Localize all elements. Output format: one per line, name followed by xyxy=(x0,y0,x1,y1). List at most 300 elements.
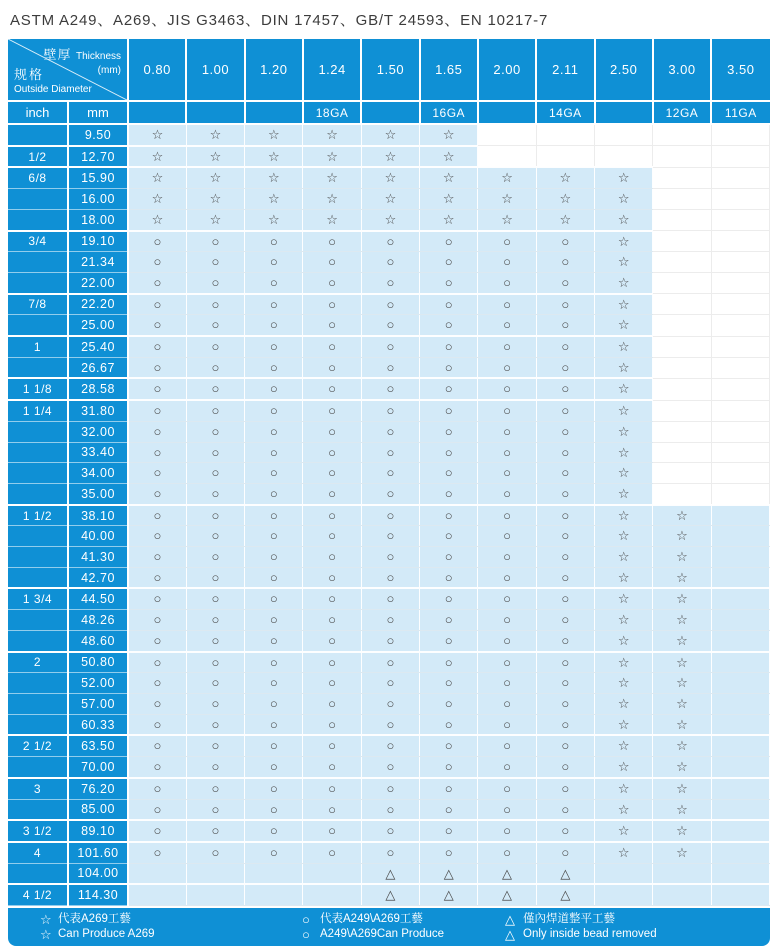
star-icon: ☆ xyxy=(653,693,711,714)
star-icon: ☆ xyxy=(128,146,186,168)
circle-icon: ○ xyxy=(186,400,244,421)
circle-icon: ○ xyxy=(303,272,361,293)
circle-icon: ○ xyxy=(420,673,478,694)
star-icon: ☆ xyxy=(595,673,653,694)
circle-icon: ○ xyxy=(245,588,303,609)
circle-icon: ○ xyxy=(361,357,419,378)
table-row xyxy=(8,336,770,357)
empty-cell xyxy=(711,231,769,252)
col-header-gauge-empty xyxy=(595,101,653,124)
circle-icon: ○ xyxy=(478,673,536,694)
shaded-empty-cell xyxy=(595,863,653,884)
table-row xyxy=(8,735,770,756)
star-icon: ☆ xyxy=(595,209,653,230)
circle-icon: ○ xyxy=(303,714,361,735)
circle-icon: ○ xyxy=(536,610,594,631)
circle-icon: ○ xyxy=(478,483,536,504)
circle-icon: ○ xyxy=(361,315,419,336)
circle-icon: ○ xyxy=(186,820,244,842)
inch-cell: 1/2 xyxy=(8,146,68,168)
empty-cell xyxy=(711,209,769,230)
circle-icon: ○ xyxy=(303,652,361,673)
legend-line-en xyxy=(302,927,505,942)
shaded-empty-cell xyxy=(711,652,769,673)
inch-cell: 1 1/2 xyxy=(8,505,68,526)
shaded-empty-cell xyxy=(711,714,769,735)
circle-icon: ○ xyxy=(420,652,478,673)
table-row xyxy=(8,610,770,631)
table-row xyxy=(8,778,770,799)
circle-icon: ○ xyxy=(536,272,594,293)
circle-icon: ○ xyxy=(361,778,419,799)
circle-icon: ○ xyxy=(361,526,419,547)
star-icon: ☆ xyxy=(186,189,244,210)
circle-icon: ○ xyxy=(186,526,244,547)
empty-cell xyxy=(711,124,769,146)
star-icon: ☆ xyxy=(653,526,711,547)
star-icon: ☆ xyxy=(595,547,653,568)
circle-icon: ○ xyxy=(303,505,361,526)
legend-line-zh xyxy=(40,912,302,927)
circle-icon: ○ xyxy=(186,799,244,820)
triangle-icon: △ xyxy=(505,927,515,943)
col-header-thickness: 1.24 xyxy=(303,39,361,101)
circle-icon: ○ xyxy=(536,842,594,863)
circle-icon: ○ xyxy=(245,336,303,357)
circle-icon: ○ xyxy=(536,652,594,673)
circle-icon: ○ xyxy=(361,442,419,463)
star-icon: ☆ xyxy=(245,146,303,168)
circle-icon: ○ xyxy=(245,526,303,547)
inch-cell: 4 1/2 xyxy=(8,884,68,905)
inch-cell xyxy=(8,442,68,463)
star-icon: ☆ xyxy=(653,652,711,673)
mm-cell: 9.50 xyxy=(68,124,128,146)
circle-icon: ○ xyxy=(361,820,419,842)
mm-cell: 18.00 xyxy=(68,209,128,230)
triangle-icon: △ xyxy=(505,912,515,928)
inch-cell xyxy=(8,630,68,651)
table-row xyxy=(8,189,770,210)
circle-icon: ○ xyxy=(420,315,478,336)
legend-line-en xyxy=(40,927,302,942)
inch-cell: 1 1/8 xyxy=(8,378,68,400)
empty-cell xyxy=(653,189,711,210)
circle-icon: ○ xyxy=(303,693,361,714)
circle-icon: ○ xyxy=(478,442,536,463)
shaded-empty-cell xyxy=(711,884,769,905)
circle-icon: ○ xyxy=(303,294,361,315)
circle-icon: ○ xyxy=(186,693,244,714)
star-icon: ☆ xyxy=(595,714,653,735)
circle-icon: ○ xyxy=(478,315,536,336)
star-icon: ☆ xyxy=(653,735,711,756)
circle-icon: ○ xyxy=(186,505,244,526)
shaded-empty-cell xyxy=(186,863,244,884)
star-icon: ☆ xyxy=(595,778,653,799)
empty-cell xyxy=(653,209,711,230)
star-icon: ☆ xyxy=(595,315,653,336)
circle-icon: ○ xyxy=(186,252,244,273)
circle-icon: ○ xyxy=(478,842,536,863)
mm-cell: 104.00 xyxy=(68,863,128,884)
mm-cell: 40.00 xyxy=(68,526,128,547)
circle-icon: ○ xyxy=(245,778,303,799)
circle-icon: ○ xyxy=(245,505,303,526)
inch-cell: 3 1/2 xyxy=(8,820,68,842)
circle-icon: ○ xyxy=(303,610,361,631)
circle-icon: ○ xyxy=(361,567,419,588)
inch-cell xyxy=(8,209,68,230)
circle-icon: ○ xyxy=(420,588,478,609)
circle-icon: ○ xyxy=(420,483,478,504)
circle-icon: ○ xyxy=(128,315,186,336)
circle-icon: ○ xyxy=(361,272,419,293)
inch-cell xyxy=(8,272,68,293)
mm-cell: 101.60 xyxy=(68,842,128,863)
circle-icon: ○ xyxy=(128,820,186,842)
star-icon: ☆ xyxy=(653,842,711,863)
mm-cell: 38.10 xyxy=(68,505,128,526)
corner-header xyxy=(8,39,128,101)
circle-icon: ○ xyxy=(245,421,303,442)
circle-icon: ○ xyxy=(186,272,244,293)
star-icon: ☆ xyxy=(478,189,536,210)
circle-icon: ○ xyxy=(186,842,244,863)
shaded-empty-cell xyxy=(653,863,711,884)
empty-cell xyxy=(711,294,769,315)
table-row xyxy=(8,630,770,651)
inch-cell: 6/8 xyxy=(8,167,68,188)
diameter-label-zh: 规格 xyxy=(14,67,45,83)
circle-icon: ○ xyxy=(186,315,244,336)
empty-cell xyxy=(711,463,769,484)
circle-icon: ○ xyxy=(420,231,478,252)
star-icon: ☆ xyxy=(478,167,536,188)
circle-icon: ○ xyxy=(420,442,478,463)
star-icon: ☆ xyxy=(478,209,536,230)
star-icon: ☆ xyxy=(595,442,653,463)
circle-icon: ○ xyxy=(303,588,361,609)
circle-icon: ○ xyxy=(303,442,361,463)
mm-cell: 76.20 xyxy=(68,778,128,799)
star-icon: ☆ xyxy=(361,209,419,230)
circle-icon: ○ xyxy=(536,357,594,378)
mm-cell: 22.20 xyxy=(68,294,128,315)
inch-cell xyxy=(8,610,68,631)
circle-icon: ○ xyxy=(420,505,478,526)
circle-icon: ○ xyxy=(478,714,536,735)
circle-icon: ○ xyxy=(478,231,536,252)
mm-cell: 48.26 xyxy=(68,610,128,631)
circle-icon: ○ xyxy=(478,652,536,673)
empty-cell xyxy=(711,272,769,293)
star-icon: ☆ xyxy=(595,252,653,273)
circle-icon: ○ xyxy=(128,378,186,400)
circle-icon: ○ xyxy=(478,252,536,273)
circle-icon: ○ xyxy=(303,336,361,357)
triangle-icon: △ xyxy=(361,863,419,884)
star-icon: ☆ xyxy=(303,209,361,230)
circle-icon: ○ xyxy=(478,693,536,714)
star-icon: ☆ xyxy=(420,189,478,210)
star-icon: ☆ xyxy=(245,167,303,188)
table-row xyxy=(8,673,770,694)
circle-icon: ○ xyxy=(303,252,361,273)
mm-cell: 25.00 xyxy=(68,315,128,336)
mm-cell: 50.80 xyxy=(68,652,128,673)
inch-cell xyxy=(8,693,68,714)
mm-cell: 26.67 xyxy=(68,357,128,378)
star-icon: ☆ xyxy=(186,167,244,188)
mm-cell: 33.40 xyxy=(68,442,128,463)
circle-icon: ○ xyxy=(303,547,361,568)
star-icon: ☆ xyxy=(595,652,653,673)
inch-cell xyxy=(8,547,68,568)
star-icon: ☆ xyxy=(536,209,594,230)
mm-cell: 16.00 xyxy=(68,189,128,210)
mm-cell: 12.70 xyxy=(68,146,128,168)
circle-icon: ○ xyxy=(186,463,244,484)
shaded-empty-cell xyxy=(245,884,303,905)
star-icon: ☆ xyxy=(595,231,653,252)
circle-icon: ○ xyxy=(245,547,303,568)
circle-icon: ○ xyxy=(186,567,244,588)
star-icon: ☆ xyxy=(303,124,361,146)
table-row xyxy=(8,421,770,442)
legend-text: Can Produce A269 xyxy=(58,928,155,941)
circle-icon: ○ xyxy=(303,757,361,778)
circle-icon: ○ xyxy=(536,820,594,842)
star-icon: ☆ xyxy=(595,463,653,484)
table-row xyxy=(8,714,770,735)
circle-icon: ○ xyxy=(128,463,186,484)
table-row xyxy=(8,652,770,673)
inch-cell xyxy=(8,252,68,273)
table-row xyxy=(8,757,770,778)
circle-icon: ○ xyxy=(303,630,361,651)
circle-icon: ○ xyxy=(478,735,536,756)
col-header-gauge: 18GA xyxy=(303,101,361,124)
circle-icon: ○ xyxy=(420,526,478,547)
star-icon: ☆ xyxy=(595,505,653,526)
star-icon: ☆ xyxy=(303,146,361,168)
circle-icon: ○ xyxy=(536,567,594,588)
legend-item xyxy=(302,912,505,942)
circle-icon: ○ xyxy=(361,400,419,421)
circle-icon: ○ xyxy=(420,735,478,756)
star-icon: ☆ xyxy=(653,567,711,588)
circle-icon: ○ xyxy=(420,378,478,400)
circle-icon: ○ xyxy=(128,294,186,315)
star-icon: ☆ xyxy=(595,400,653,421)
inch-cell xyxy=(8,357,68,378)
col-header-thickness: 2.11 xyxy=(536,39,594,101)
thickness-label-en: Thickness xyxy=(75,51,121,62)
circle-icon: ○ xyxy=(245,442,303,463)
circle-icon: ○ xyxy=(303,231,361,252)
star-icon: ☆ xyxy=(653,757,711,778)
circle-icon: ○ xyxy=(478,336,536,357)
empty-cell xyxy=(536,146,594,168)
circle-icon: ○ xyxy=(303,315,361,336)
circle-icon: ○ xyxy=(536,336,594,357)
star-icon: ☆ xyxy=(128,124,186,146)
shaded-empty-cell xyxy=(711,630,769,651)
inch-header: inch xyxy=(8,101,68,124)
circle-icon: ○ xyxy=(536,442,594,463)
circle-icon: ○ xyxy=(303,799,361,820)
mm-cell: 31.80 xyxy=(68,400,128,421)
legend-item xyxy=(40,912,302,942)
circle-icon: ○ xyxy=(420,421,478,442)
circle-icon: ○ xyxy=(128,778,186,799)
circle-icon: ○ xyxy=(420,252,478,273)
table-row xyxy=(8,505,770,526)
circle-icon: ○ xyxy=(303,378,361,400)
col-header-gauge: 11GA xyxy=(711,101,769,124)
circle-icon: ○ xyxy=(536,778,594,799)
star-icon: ☆ xyxy=(245,209,303,230)
star-icon: ☆ xyxy=(595,526,653,547)
star-icon: ☆ xyxy=(536,189,594,210)
mm-cell: 28.58 xyxy=(68,378,128,400)
shaded-empty-cell xyxy=(711,757,769,778)
circle-icon: ○ xyxy=(478,357,536,378)
legend-line-zh xyxy=(505,912,657,927)
star-icon: ☆ xyxy=(653,547,711,568)
star-icon: ☆ xyxy=(595,610,653,631)
star-icon: ☆ xyxy=(245,189,303,210)
diameter-label-en: Outside Diameter xyxy=(14,83,92,95)
empty-cell xyxy=(711,146,769,168)
circle-icon: ○ xyxy=(245,693,303,714)
triangle-icon: △ xyxy=(420,884,478,905)
star-icon: ☆ xyxy=(536,167,594,188)
circle-icon: ○ xyxy=(128,483,186,504)
circle-icon: ○ xyxy=(478,400,536,421)
star-icon: ☆ xyxy=(361,146,419,168)
mm-cell: 89.10 xyxy=(68,820,128,842)
empty-cell xyxy=(653,315,711,336)
inch-cell: 3 xyxy=(8,778,68,799)
star-icon: ☆ xyxy=(40,927,52,943)
circle-icon: ○ xyxy=(128,231,186,252)
shaded-empty-cell xyxy=(128,884,186,905)
circle-icon: ○ xyxy=(245,799,303,820)
empty-cell xyxy=(653,167,711,188)
circle-icon: ○ xyxy=(302,912,310,928)
circle-icon: ○ xyxy=(361,421,419,442)
shaded-empty-cell xyxy=(595,884,653,905)
circle-icon: ○ xyxy=(303,673,361,694)
circle-icon: ○ xyxy=(536,757,594,778)
inch-cell: 2 1/2 xyxy=(8,735,68,756)
shaded-empty-cell xyxy=(653,884,711,905)
empty-cell xyxy=(653,294,711,315)
table-row xyxy=(8,842,770,863)
empty-cell xyxy=(653,400,711,421)
circle-icon: ○ xyxy=(361,588,419,609)
inch-cell: 1 3/4 xyxy=(8,588,68,609)
circle-icon: ○ xyxy=(420,336,478,357)
shaded-empty-cell xyxy=(128,863,186,884)
shaded-empty-cell xyxy=(711,588,769,609)
circle-icon: ○ xyxy=(128,757,186,778)
table-row xyxy=(8,272,770,293)
star-icon: ☆ xyxy=(128,167,186,188)
circle-icon: ○ xyxy=(536,799,594,820)
thickness-label-zh: 壁厚 xyxy=(43,47,72,62)
col-header-thickness: 3.00 xyxy=(653,39,711,101)
inch-cell xyxy=(8,673,68,694)
circle-icon: ○ xyxy=(245,463,303,484)
table-row xyxy=(8,315,770,336)
circle-icon: ○ xyxy=(536,630,594,651)
circle-icon: ○ xyxy=(245,610,303,631)
triangle-icon: △ xyxy=(361,884,419,905)
col-header-gauge-empty xyxy=(245,101,303,124)
col-header-thickness: 1.00 xyxy=(186,39,244,101)
inch-cell: 1 xyxy=(8,336,68,357)
shaded-empty-cell xyxy=(711,526,769,547)
star-icon: ☆ xyxy=(653,673,711,694)
circle-icon: ○ xyxy=(361,463,419,484)
mm-header: mm xyxy=(68,101,128,124)
star-icon: ☆ xyxy=(420,124,478,146)
star-icon: ☆ xyxy=(420,146,478,168)
shaded-empty-cell xyxy=(245,863,303,884)
circle-icon: ○ xyxy=(128,336,186,357)
table-row xyxy=(8,799,770,820)
mm-cell: 42.70 xyxy=(68,567,128,588)
col-header-thickness: 1.65 xyxy=(420,39,478,101)
mm-cell: 44.50 xyxy=(68,588,128,609)
table-row xyxy=(8,442,770,463)
circle-icon: ○ xyxy=(478,547,536,568)
star-icon: ☆ xyxy=(653,505,711,526)
star-icon: ☆ xyxy=(595,842,653,863)
circle-icon: ○ xyxy=(361,252,419,273)
circle-icon: ○ xyxy=(420,799,478,820)
table-row xyxy=(8,588,770,609)
circle-icon: ○ xyxy=(536,588,594,609)
circle-icon: ○ xyxy=(186,610,244,631)
empty-cell xyxy=(653,272,711,293)
shaded-empty-cell xyxy=(711,505,769,526)
star-icon: ☆ xyxy=(595,336,653,357)
corner-diameter-label xyxy=(14,67,92,96)
circle-icon: ○ xyxy=(536,378,594,400)
circle-icon: ○ xyxy=(420,463,478,484)
circle-icon: ○ xyxy=(303,735,361,756)
circle-icon: ○ xyxy=(478,463,536,484)
circle-icon: ○ xyxy=(245,252,303,273)
col-header-gauge-empty xyxy=(361,101,419,124)
shaded-empty-cell xyxy=(711,842,769,863)
col-header-thickness: 1.50 xyxy=(361,39,419,101)
circle-icon: ○ xyxy=(245,842,303,863)
star-icon: ☆ xyxy=(653,799,711,820)
mm-cell: 48.60 xyxy=(68,630,128,651)
circle-icon: ○ xyxy=(478,378,536,400)
circle-icon: ○ xyxy=(303,483,361,504)
circle-icon: ○ xyxy=(186,714,244,735)
inch-cell xyxy=(8,567,68,588)
table-row xyxy=(8,231,770,252)
star-icon: ☆ xyxy=(128,189,186,210)
table-row xyxy=(8,547,770,568)
